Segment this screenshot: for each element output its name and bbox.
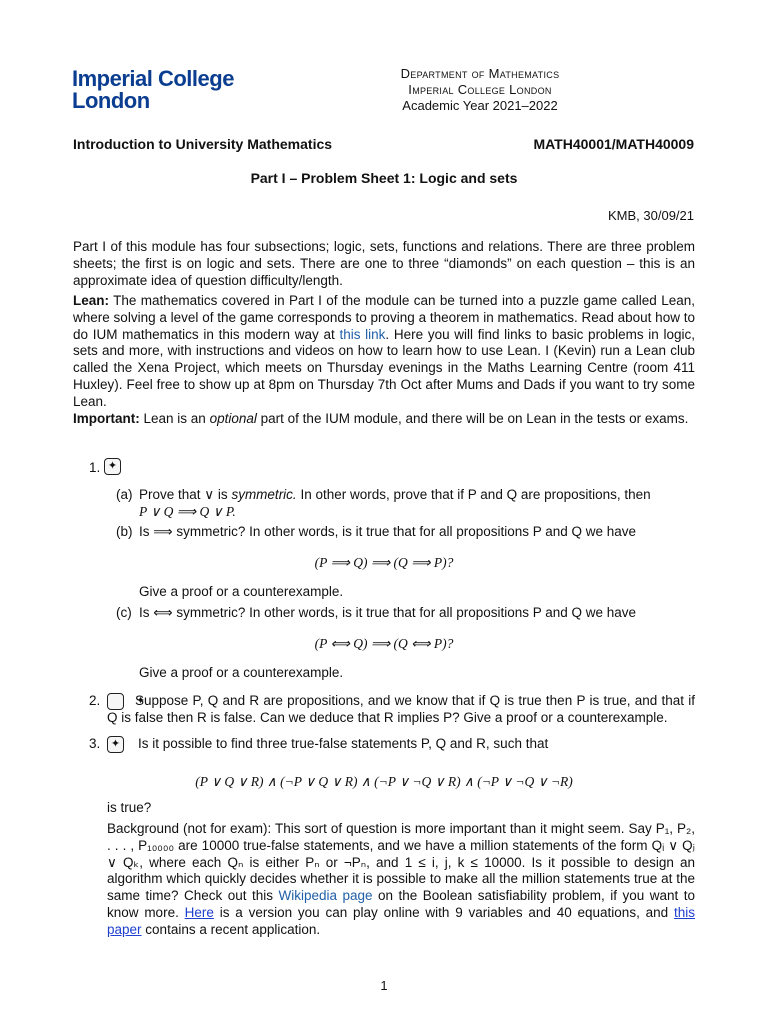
background-text-2: on the Boolean satisfiability problem, if you want to know more. bbox=[107, 888, 695, 920]
department-name: Department of Mathematics bbox=[400, 66, 560, 81]
question-2-text bbox=[107, 693, 695, 727]
important-text-2: part of the IUM module, and there will be on Lean in the tests or exams. bbox=[260, 411, 689, 426]
course-title: Introduction to University Mathematics bbox=[73, 136, 333, 152]
paper-link[interactable]: this paper bbox=[107, 904, 695, 937]
wikipedia-link[interactable]: Wikipedia page bbox=[278, 888, 373, 904]
diamond-icon bbox=[107, 693, 124, 710]
q1b-text: Is ⟹ symmetric? In other words, is it true that for all propositions P and Q we have bbox=[139, 524, 637, 539]
diamond-icon bbox=[107, 736, 124, 753]
question-2-body: Suppose P, Q and R are propositions, and we know that if Q is true then P is true, and that if Q is false then R is false. Can we deduce that R implies P? Give a proof or a counterexample. bbox=[107, 693, 695, 725]
question-3-diamond bbox=[107, 736, 124, 755]
logo-line-1: Imperial College bbox=[72, 66, 234, 91]
q1a-text bbox=[139, 487, 695, 521]
q1b-label: (b) bbox=[116, 524, 133, 539]
q1c-text: Is ⟺ symmetric? In other words, is it true that for all propositions P and Q we have bbox=[139, 605, 637, 620]
question-3-background bbox=[107, 821, 695, 939]
department-block bbox=[360, 66, 600, 114]
q1b-display-formula: (P ⟹ Q) ⟹ (Q ⟹ P)? bbox=[314, 555, 454, 570]
imperial-logo bbox=[72, 68, 234, 112]
q1a-formula: P ∨ Q ⟹ Q ∨ P. bbox=[139, 503, 236, 519]
intro-paragraph: Part I of this module has four subsections; logic, sets, functions and relations. There are three problem sheets; the first is on logic and sets. There are one to three “diamonds” on each question – this is an approximate idea of question difficulty/length. bbox=[73, 239, 695, 288]
college-name: Imperial College London bbox=[408, 82, 552, 97]
question-1-header bbox=[89, 458, 121, 477]
question-3-text: Is it possible to find three true-false statements P, Q and R, such that bbox=[138, 736, 549, 751]
lean-link[interactable]: this link bbox=[339, 326, 386, 342]
optional-word: optional bbox=[209, 411, 257, 426]
background-text-4: contains a recent application. bbox=[145, 921, 321, 937]
background-text-1: Background (not for exam): This sort of question is more important than it might seem. Say P₁, P₂, . . . , P₁₀₀₀₀ are 10000 true-false statements, and we have a million statements of the form Qᵢ ∨ Qⱼ ∨ Qₖ, where each Qₙ is either Pₙ or ¬Pₙ, and 1 ≤ i, j, k ≤ 10000. Is it possible to design an algorithm which quickly decides whether it is possible to make all the million statements true at the same time? Check out this bbox=[107, 821, 695, 904]
course-code: MATH40001/MATH40009 bbox=[533, 136, 694, 152]
q1c-after: Give a proof or a counterexample. bbox=[139, 665, 344, 680]
question-1-number: 1. bbox=[89, 460, 101, 475]
diamond-icon bbox=[104, 458, 121, 475]
q1c-label: (c) bbox=[116, 605, 132, 620]
lean-text-2: . Here you will find links to basic problems in logic, sets and more, with instructions and videos on how to learn how to use Lean. I (Kevin) run a Lean club called the Xena Project, which meets on Thursday evenings in the Maths Learning Centre (room 411 Huxley). Feel free to show up at 8pm on Thursday 7th Oct after Mums and Dads if you want to try some Lean. bbox=[73, 326, 695, 409]
here-link[interactable]: Here bbox=[184, 904, 214, 920]
q1c-display-formula: (P ⟺ Q) ⟹ (Q ⟺ P)? bbox=[314, 636, 454, 651]
q1a-text-1: Prove that ∨ is bbox=[139, 487, 228, 502]
important-label: Important: bbox=[73, 411, 140, 426]
question-3-display-formula: (P ∨ Q ∨ R) ∧ (¬P ∨ Q ∨ R) ∧ (¬P ∨ ¬Q ∨ R) ∧ (¬P ∨ ¬Q ∨ ¬R) bbox=[195, 774, 573, 789]
q1b-after: Give a proof or a counterexample. bbox=[139, 584, 344, 599]
lean-paragraph bbox=[73, 293, 695, 411]
author-date: KMB, 30/09/21 bbox=[608, 208, 694, 223]
question-2-number: 2. bbox=[89, 693, 101, 708]
important-paragraph bbox=[73, 411, 695, 428]
important-text-1: Lean is an bbox=[143, 411, 206, 426]
academic-year: Academic Year 2021–2022 bbox=[402, 98, 558, 113]
lean-text-1: The mathematics covered in Part I of the module can be turned into a puzzle game called Lean, where solving a level of the game corresponds to proving a theorem in mathematics. Read about how to do IUM mathematics in this modern way at bbox=[73, 293, 695, 342]
q1a-symmetric: symmetric. bbox=[231, 487, 297, 502]
logo-line-2: London bbox=[72, 88, 150, 113]
question-3-after: is true? bbox=[107, 800, 152, 815]
background-text-3: is a version you can play online with 9 variables and 40 equations, and bbox=[219, 904, 669, 920]
sheet-title: Part I – Problem Sheet 1: Logic and sets bbox=[250, 170, 518, 186]
q1a-text-2: In other words, prove that if P and Q are propositions, then bbox=[300, 487, 651, 502]
lean-label: Lean: bbox=[73, 293, 110, 308]
question-3-number: 3. bbox=[89, 736, 101, 751]
page-number: 1 bbox=[380, 978, 388, 993]
q1a-label: (a) bbox=[116, 487, 133, 502]
